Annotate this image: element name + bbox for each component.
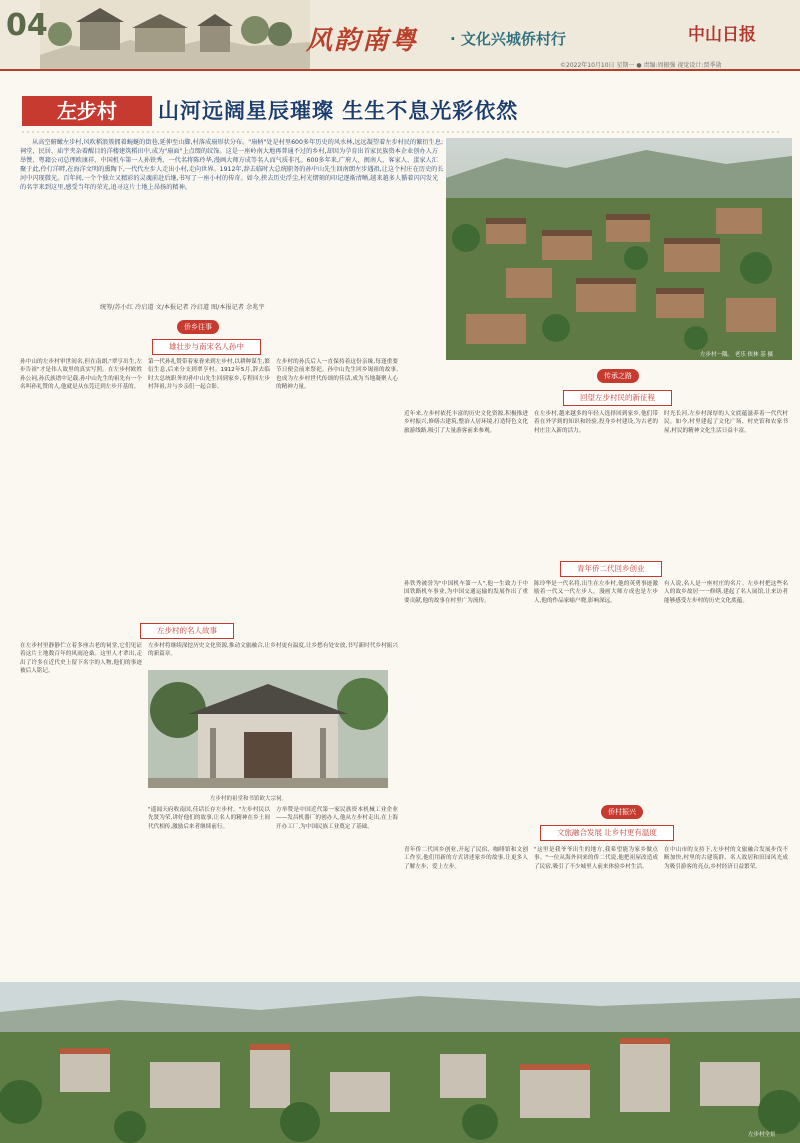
bottom-photo-caption: 左步村全景: [748, 1132, 776, 1138]
section-heading-3: 回望左步村民的新征程: [563, 390, 672, 406]
column-text: 时光长河,左步村深厚的人文底蕴滋养着一代代村民。如今,村里建起了文化广场、村史馆和农家书屋,村民的精神文化生活日益丰富。: [664, 411, 788, 434]
column-text: 在左步村里静静伫立着多座古老的祠堂,它们见证着这片土地数百年的风雨沧桑。这里人才辈出,走出了许多在近代史上留下名字的人物,他们的事迹被后人铭记。: [20, 643, 142, 675]
series-title: 风韵南粤: [306, 26, 419, 56]
column-text: 孙铁秀被誉为"中国机车第一人",他一生致力于中国铁路机车事业,为中国交通运输的发展作出了重要贡献,他的故事在村里广为流传。: [404, 581, 528, 604]
column-text: 在中山市的支持下,左步村的文旅融合发展步伐不断加快,村里的古建筑群、名人故居和田园风光成为吸引游客的亮点,乡村经济日益繁荣。: [664, 847, 788, 870]
section-heading-4: 青年侨二代回乡创业: [560, 561, 662, 577]
column-text: 方举赞是中国近代第一家民族资本机械工业企业——发昌机器厂的创办人,他从左步村走出,在上海开办工厂,为中国民族工业奠定了基础。: [276, 807, 398, 830]
masthead-banner: [0, 0, 800, 70]
series-subtitle: · 文化兴城侨村行: [450, 30, 566, 48]
header-divider: [0, 69, 800, 71]
section-heading-2: 左步村的名人故事: [140, 623, 234, 639]
column-text: 在左步村,越来越多的年轻人选择回到家乡,他们带着在外学到的知识和经验,投身乡村建设,为古老的村庄注入新的活力。: [534, 411, 658, 434]
mid-photo-caption: 左步村的祖堂和书馆欧大宗祠。: [210, 796, 288, 802]
column-text: 陈玲华是一代名将,出生在左步村,他的英勇事迹激励着一代又一代左步人。漫画大师方成也是左步人,他的作品家喻户晓,影响深远。: [534, 581, 658, 604]
decorative-dots: [22, 130, 782, 134]
column-text: 近年来,左步村依托丰富的历史文化资源,积极推进乡村振兴,修缮古建筑,整治人居环境,打造特色文化旅游线路,吸引了大量游客前来参观。: [404, 411, 528, 434]
section-badge-1: 侨乡往事: [177, 320, 219, 334]
column-text: 第一代孙礼赞带着家眷来到左步村,以耕种谋生,繁衍生息,后来分支到翠亨村。1912年5月,辞去临时大总统职务的孙中山先生回到家乡,专程回左步村拜祖,并与乡亲们一起合影。: [148, 359, 270, 391]
section-badge-3: 传承之路: [597, 369, 639, 383]
headline-village: 左步村: [57, 99, 117, 123]
page-number: 04: [6, 8, 48, 43]
village-panorama-photo: [0, 982, 800, 1143]
section-heading-5: 文旅融合发展 让乡村更有温度: [540, 825, 674, 841]
column-text: 孙中山的左步村审世间名,但在南朗,"翠亨出生,左步告祖"才是伟人故里的真实写照。在左步村欧姓孙公祠,孙氏族谱中记载,孙中山先生的祖先有一个名叫孙礼赞的人,他就是从东莞迁到左步开基的。: [20, 359, 142, 391]
village-illustration: [40, 0, 310, 70]
bylines: 统筹/苏小红 冷启道 文/本报记者 冷启道 图/本报记者 余兆宇: [100, 304, 265, 311]
column-text: "这里是我爷爷出生的地方,我希望能为家乡做点事。"一位从海外回来的侨二代说,他把祖屋改造成了民宿,吸引了不少城里人前来体验乡村生活。: [534, 847, 658, 870]
lead-paragraph: 从高空俯瞰左步村,风吹稻浪簇拥着蜿蜒的街巷,延伸至山脚,村落成扇形状分布。"扇柄"处是村里600多年历史的风水林,远远凝望着左步村民的繁衍生息;祠堂、民居、庙宇夹杂着醒目的洋楼建筑稻田中,成为"扇面"上点缀的纹饰。这是一座岭南大地再普通不过的乡村,却因为孕育出首家民族资本企业创办人方举赞、粤籍公司总理欧康祥、中国机车第一人孙铁秀、一代名将陈玲华,漫画大师方成等名人而气质非凡。600多年来,广府人、闽南人、客家人、蛋家人汇聚于此,伶仃洋畔,在海洋文明的熏陶下,一代代左步人走出小村,走向世界。1912年,辞去临时大总统职务的孙中山先生回南朗左步遇祖,让这个村庄在历史的长河中闪现微光。百年间,一个个独立又精彩的灵魂前赴后继,书写了一座小村的传奇。如今,挟去历史浮尘,村光熠刻的印记逐渐清晰,越来越多人循着闪闪发光的名字来到这里,感受当年的荣光,追寻这片土地上昂扬的精神。: [20, 139, 444, 191]
section-badge-5: 侨村振兴: [601, 805, 643, 819]
headline-main: 山河远阔星辰璀璨 生生不息光彩依然: [158, 98, 519, 123]
ancestral-hall-photo: [148, 670, 388, 788]
date-line: ©2022年10月10日 星期一 ● 责编:周振强 视觉设计:贾季勋: [560, 62, 722, 69]
newspaper-logo: 中山日报: [688, 25, 756, 45]
section-heading-1: 雄壮步与南宋名人孙中: [152, 339, 261, 355]
column-text: "遥闻天府收南国,佳话长存左步村。"左步村民以先贤为荣,讲好他们的故事,让名人的精神在乡土间代代相传,激励后来者继续前行。: [148, 807, 270, 830]
aerial-village-photo: [446, 138, 792, 360]
column-text: 左步村的孙氏后人一直保持着这份亲缘,每逢重要节日便会前来祭祀。孙中山先生回乡谒祖的故事,也成为左步村世代传颂的佳话,成为当地凝聚人心的精神力量。: [276, 359, 398, 391]
top-photo-caption: 左步村一隅。 老乐 侠林 基 摄: [700, 352, 773, 358]
column-text: 左步村将继续深挖历史文化资源,推动文旅融合,让乡村更有温度,让乡愁有处安放,书写新时代乡村振兴的新篇章。: [148, 643, 398, 658]
column-text: 有人说,名人是一座村庄的名片。左步村把这些名人的故乡故居一一修缮,建起了名人展馆,让来访者能够感受左步村的历史文化底蕴。: [664, 581, 788, 604]
column-text: 青年侨二代回乡创业,开起了民宿、咖啡馆和文创工作室,他们用新的方式讲述家乡的故事,让更多人了解左步、爱上左步。: [404, 847, 528, 870]
